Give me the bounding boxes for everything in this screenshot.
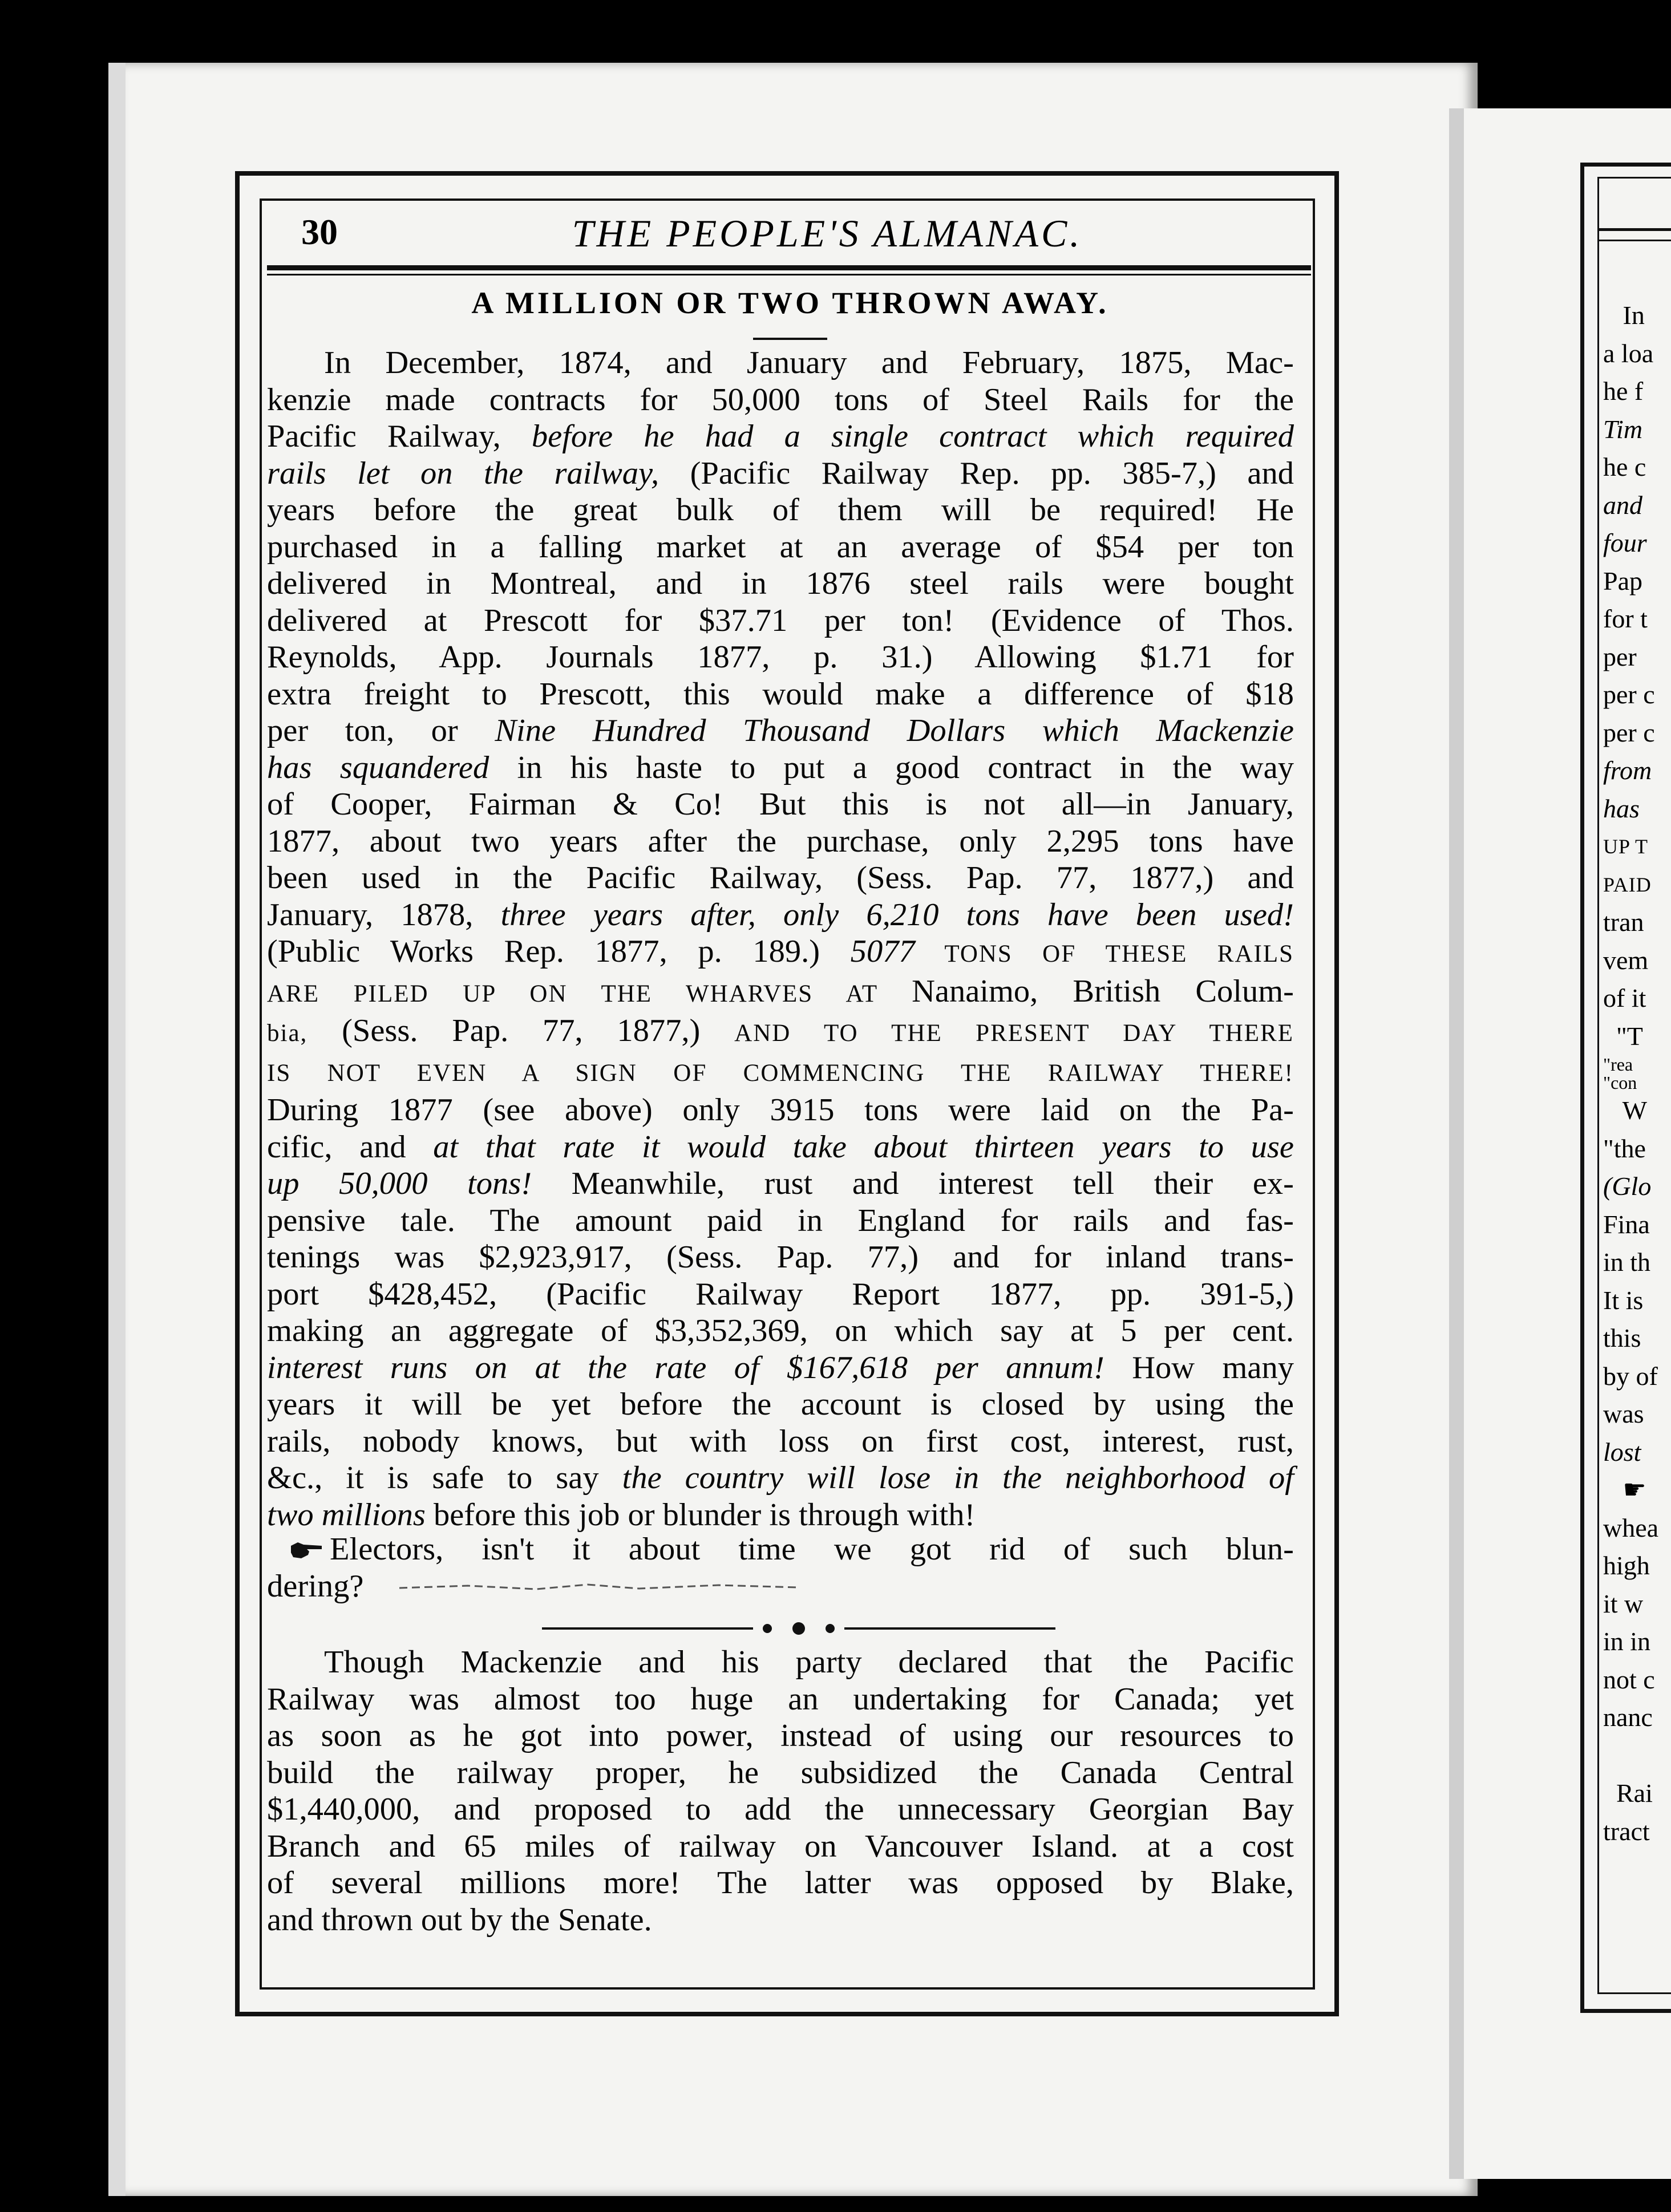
text-run: Pacific Railway, [267, 419, 532, 454]
text-run: Railway was almost too huge an undertaking for Canada; yet [267, 1681, 1294, 1717]
text-run: rails let on the railway, [267, 455, 660, 491]
text-run: ARE PILED UP ON THE WHARVES AT [267, 980, 912, 1007]
facing-page-line: it w [1603, 1589, 1644, 1618]
paragraph-main [267, 345, 1294, 1533]
text-line [267, 1350, 1294, 1387]
text-run: TONS OF THESE RAILS [915, 941, 1294, 967]
text-line [267, 750, 1294, 787]
facing-page-line: a loa [1603, 338, 1654, 368]
text-run: AND TO THE PRESENT DAY THERE [734, 1020, 1294, 1047]
text-run: purchased in a falling market at an average of $54 per ton [267, 529, 1294, 565]
text-run: (Sess. Pap. 77, 1877,) [308, 1013, 735, 1048]
text-line [267, 933, 1294, 973]
facing-page-line: PAID [1603, 873, 1652, 896]
facing-page-line: It is [1603, 1285, 1644, 1315]
facing-page-line: "T [1603, 1021, 1643, 1051]
facing-page-line: In [1603, 301, 1645, 330]
text-run: been used in the Pacific Railway, (Sess. Pap. 77, 1877,) and [267, 860, 1294, 896]
facing-page-line: per c [1603, 680, 1655, 709]
facing-page-line: whea [1603, 1513, 1659, 1542]
text-line [267, 1531, 1294, 1568]
text-run: 1877, about two years after the purchase, only 2,295 tons have [267, 823, 1294, 859]
text-run: at that rate it would take about thirteen years to use [433, 1129, 1294, 1165]
facing-page-line: from [1603, 756, 1652, 785]
facing-page-line: in in [1603, 1627, 1651, 1656]
text-line [267, 1828, 1294, 1865]
text-run: rails, nobody knows, but with loss on first cost, interest, rust, [267, 1423, 1294, 1459]
text-run: delivered at Prescott for $37.71 per ton! (Evidence of Thos. [267, 602, 1294, 638]
facing-page-line: by of [1603, 1361, 1658, 1391]
text-line [267, 1791, 1294, 1828]
paragraph-closing [267, 1644, 1294, 1938]
text-line [267, 1423, 1294, 1460]
text-line [267, 1276, 1294, 1313]
facing-page-line: in th [1603, 1247, 1651, 1277]
text-line [267, 897, 1294, 934]
text-line [267, 602, 1294, 639]
text-run: before this job or blunder is through with! [425, 1497, 976, 1533]
facing-page-line: he f [1603, 376, 1644, 406]
text-run: (Public Works Rep. 1877, p. 189.) [267, 934, 851, 969]
text-run: two millions [267, 1497, 426, 1533]
text-run: of Cooper, Fairman & Co! But this is not all—in January, [267, 787, 1294, 822]
text-line [267, 1202, 1294, 1239]
text-run: How many [1104, 1350, 1294, 1385]
text-line [267, 529, 1294, 566]
facing-page-line: ☛ [1603, 1475, 1646, 1504]
facing-page-line: tract [1603, 1816, 1650, 1846]
text-run: Nanaimo, British Colum- [912, 973, 1294, 1009]
header-rule [267, 265, 1311, 270]
text-run: cific, and [267, 1129, 434, 1165]
text-run: Though Mackenzie and his party declared that the Pacific [324, 1644, 1294, 1680]
right-header-rule-thin [1597, 240, 1671, 241]
text-line [267, 1755, 1294, 1792]
text-run: $1,440,000, and proposed to add the unnecessary Georgian Bay [267, 1792, 1294, 1827]
facing-page-line: UP T [1603, 835, 1649, 858]
facing-page-line: of it [1603, 983, 1646, 1012]
text-run: kenzie made contracts for 50,000 tons of Steel Rails for the [267, 382, 1294, 418]
text-run: interest runs on at the rate of $167,618 per annum! [267, 1350, 1104, 1385]
pointing-hand-icon [290, 1539, 324, 1562]
facing-page-line: for t [1603, 604, 1648, 633]
facing-page-line: nanc [1603, 1703, 1653, 1732]
text-run: per ton, or [267, 713, 495, 748]
facing-page-line: W [1603, 1096, 1648, 1125]
facing-page-line: Fina [1603, 1209, 1650, 1239]
text-run: three years after, only 6,210 tons have been used! [500, 897, 1294, 933]
text-line [267, 345, 1294, 382]
text-run: as soon as he got into power, instead of using our resources to [267, 1718, 1294, 1753]
text-line [267, 860, 1294, 897]
facing-page-line: per c [1603, 718, 1655, 747]
facing-page-line: and [1603, 490, 1642, 520]
text-run: and thrown out by the Senate. [267, 1902, 652, 1938]
text-run: IS NOT EVEN A SIGN OF COMMENCING THE RAILWAY THERE! [267, 1059, 1294, 1087]
text-line [267, 1644, 1294, 1681]
facing-page-text-fragment [1603, 297, 1671, 1850]
text-line [267, 1386, 1294, 1423]
text-line [267, 973, 1294, 1013]
facing-page-line: high [1603, 1551, 1650, 1580]
page-number: 30 [301, 212, 338, 252]
text-line [267, 1165, 1294, 1202]
facing-page-line: was [1603, 1399, 1644, 1428]
text-line [267, 1092, 1294, 1129]
text-run: before he had a single contract which required [531, 419, 1294, 454]
text-line [267, 712, 1294, 750]
text-run: years before the great bulk of them will be required! He [267, 492, 1294, 528]
text-line [267, 1568, 1294, 1605]
text-run: &c., it is safe to say [267, 1460, 622, 1496]
facing-page-line: vem [1603, 945, 1649, 975]
text-run: the country will lose in the neighborhood of [622, 1460, 1294, 1496]
text-run: Nine Hundred Thousand Dollars which Mackenzie [495, 713, 1294, 748]
text-run: extra freight to Prescott, this would make a difference of $18 [267, 676, 1294, 712]
facing-page-line: this [1603, 1323, 1641, 1352]
text-line [267, 676, 1294, 713]
title-underline [753, 338, 827, 340]
text-line [267, 1129, 1294, 1166]
text-line [267, 1239, 1294, 1276]
facing-page-line: he c [1603, 452, 1646, 481]
article-title: A MILLION OR TWO THROWN AWAY. [471, 286, 1109, 320]
text-line [267, 1865, 1294, 1902]
text-run: Branch and 65 miles of railway on Vancouver Island. at a cost [267, 1828, 1294, 1864]
facing-page-line: "con [1603, 1072, 1637, 1093]
text-line [267, 1681, 1294, 1718]
header-rule-thin [267, 274, 1311, 276]
text-run: years it will be yet before the account is closed by using the [267, 1387, 1294, 1422]
facing-page-line: Rai [1603, 1778, 1653, 1808]
text-run: port $428,452, (Pacific Railway Report 1877, pp. 391-5,) [267, 1276, 1294, 1312]
paragraph-electors [267, 1531, 1294, 1605]
text-line [267, 565, 1294, 602]
text-line [267, 639, 1294, 676]
facing-page-line: "rea [1603, 1054, 1633, 1075]
text-line [267, 492, 1294, 529]
facing-page-line: (Glo [1603, 1172, 1652, 1201]
text-run: delivered in Montreal, and in 1876 steel rails were bought [267, 566, 1294, 601]
facing-page-line: lost [1603, 1437, 1641, 1466]
facing-page-line: Pap [1603, 566, 1642, 595]
text-run: In December, 1874, and January and February, 1875, Mac- [324, 345, 1294, 380]
text-line [267, 1460, 1294, 1497]
running-head: THE PEOPLE'S ALMANAC. [572, 212, 1083, 255]
text-line [267, 1052, 1294, 1092]
text-line [267, 823, 1294, 860]
facing-page-line: tran [1603, 908, 1644, 937]
text-run: Reynolds, App. Journals 1877, p. 31.) Allowing $1.71 for [267, 639, 1294, 675]
text-run: up 50,000 tons! [267, 1166, 532, 1201]
text-run: in his haste to put a good contract in the way [489, 750, 1294, 785]
text-run: build the railway proper, he subsidized the Canada Central [267, 1755, 1294, 1790]
text-run: (Pacific Railway Rep. pp. 385-7,) and [659, 455, 1294, 491]
facing-page-line: has [1603, 793, 1640, 823]
text-run: During 1877 (see above) only 3915 tons were laid on the Pa- [267, 1092, 1294, 1128]
text-run: has squandered [267, 750, 489, 785]
facing-page-line: "the [1603, 1133, 1646, 1163]
text-run: Meanwhile, rust and interest tell their ex- [532, 1166, 1294, 1201]
text-line [267, 418, 1294, 455]
text-run: making an aggregate of $3,352,369, on which say at 5 per cent. [267, 1313, 1294, 1348]
text-run: bia, [267, 1020, 308, 1047]
text-line [267, 1717, 1294, 1755]
facing-page-line: four [1603, 528, 1647, 557]
text-line [267, 1012, 1294, 1052]
section-divider-ornament [542, 1620, 1055, 1637]
text-line [267, 1312, 1294, 1350]
text-run: dering? [267, 1568, 364, 1604]
text-run: Electors, isn't it about time we got rid of such blun- [330, 1532, 1294, 1567]
facing-page-line: Tim [1603, 414, 1643, 444]
text-line [267, 1902, 1294, 1939]
facing-page-line: per [1603, 642, 1637, 671]
facing-page-line: not c [1603, 1664, 1655, 1694]
text-run: of several millions more! The latter was opposed by Blake, [267, 1865, 1294, 1901]
text-line [267, 455, 1294, 492]
text-line [267, 786, 1294, 823]
text-run: pensive tale. The amount paid in England for rails and fas- [267, 1202, 1294, 1238]
text-run: January, 1878, [267, 897, 501, 933]
text-line [267, 1497, 1294, 1534]
text-run: 5077 [850, 934, 915, 969]
right-header-rule [1597, 228, 1671, 231]
facing-page-line [1603, 1737, 1671, 1775]
text-run: tenings was $2,923,917, (Sess. Pap. 77,) and for inland trans- [267, 1239, 1294, 1275]
text-line [267, 382, 1294, 419]
